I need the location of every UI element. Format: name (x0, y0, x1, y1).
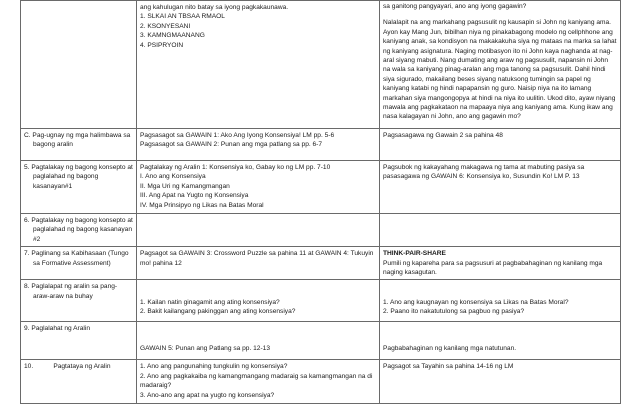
row-label: C. Pag-ugnay ng mga halimbawa sa bagong aralin (24, 132, 131, 149)
question-text: sa ganitong pangyayari, ano ang iyong gagawin? (383, 3, 527, 10)
activity-line: III. Ang Apat na Yugto ng Konsensiya (140, 192, 249, 200)
question-line: 2. Bakit kailangang pakinggan ang ating konsensiya? (140, 308, 296, 316)
question-line: 2. Ano ang pagkakaiba ng kamangmangang madaraig sa kamangmangan na di madaraig? (140, 372, 373, 390)
row-label-cell (21, 280, 137, 322)
row-label-cell (21, 247, 137, 280)
activity-line: Pagsasagot sa GAWAIN 2: Punan ang mga patlang sa pp. 6-7 (140, 141, 323, 149)
row-label: 5. Pagtalakay ng bagong konsepto at paglalahad ng bagong kasanayan#1 (24, 164, 133, 190)
row-label-cell (21, 161, 137, 214)
activity-cell (137, 247, 380, 280)
activity-line: Pagtalakay ng Aralin 1: Konsensiya ko, Gabay ko ng LM pp. 7-10 (140, 164, 331, 171)
table-row (21, 129, 621, 161)
question-line: 1. Ano ang kaugnayan ng konsensiya sa Likas na Batas Moral? (383, 298, 569, 306)
row-label: 9. Paglalahat ng Aralin (24, 325, 90, 333)
activity-cell (380, 161, 621, 214)
activity-cell (137, 280, 380, 322)
activity-line: Pagsubok ng kakayahang makagawa ng tama at mabuting pasiya sa pasasagawa ng GAWAIN 6: Konsensiya ko, Susundin Ko! LM P. 13 (383, 164, 585, 181)
activity-cell (380, 1, 621, 129)
row-label-cell (21, 214, 137, 247)
activity-line: IV. Mga Prinsipyo ng Likas na Batas Moral (140, 201, 264, 209)
question-line: 2. Paano ito nakatutulong sa pagbuo ng pasiya? (383, 308, 525, 316)
row-label-cell (21, 129, 137, 161)
scenario-paragraph: Nalalapit na ang markahang pagsusulit ng kausapin si John ng kaniyang ama. Ayon kay Mang Jun, bibilhan niya ng pinakabagong modelo ng cellphhone ang kaniyang anak, sa kondisyon na makakakuha siya ng mataas na marka sa lahat ng kaniyang asignatura. Naging motibasyon ito ni John kaya naghanda at nag-aral siyang mabuti. Nang dumating ang araw ng pagsusulit, napansin ni John na wala sa kaniyang pinag-aralan ang mga tanong sa pagsusulit. Dahil hindi siya sigurado, makailang beses siyang natuksong tumingin sa papel ng kaniyang katabi ng hindi napapansin ng guro. Naisip niya na ito lamang markahan siya mangongopya at hindi na niya ito uulitin. Ukod dito, ayaw niyang mawala ang pagkakataon na mapaaya niya ang kaniyang ama. Kung ikaw ang nasa kalagayan ni John, ano ang gagawin mo? (383, 19, 617, 121)
scrambled-word: 4. PSIPRYOIN (140, 41, 184, 49)
activity-cell (380, 280, 621, 322)
table-row (21, 1, 621, 129)
activity-cell (137, 360, 380, 404)
activity-cell (137, 322, 380, 360)
table-row (21, 214, 621, 247)
question-line: 1. Kailan natin ginagamit ang ating konsensiya? (140, 298, 280, 306)
activity-cell (137, 214, 380, 247)
activity-cell (380, 322, 621, 360)
scrambled-word: 2. KSONYESANI (140, 22, 191, 30)
activity-cell (137, 161, 380, 214)
table-row (21, 360, 621, 404)
activity-line: Pagsasagot sa GAWAIN 1: Ako Ang Iyong Konsensiya! LM pp. 5-6 (140, 132, 335, 139)
activity-line: II. Mga Uri ng Kamangmangan (140, 182, 230, 190)
row-label-cell (21, 360, 137, 404)
lesson-plan-table (20, 0, 621, 404)
row-label: 10. Pagtataya ng Aralin (24, 363, 111, 371)
activity-cell (380, 214, 621, 247)
table-row (21, 161, 621, 214)
activity-cell (380, 360, 621, 404)
activity-line: Pumili ng kapareha para sa pagsusuri at pagbabahaginan ng kanilang mga naging kasagutan. (383, 259, 603, 277)
scrambled-word: 3. KAMNGMAANANG (140, 32, 205, 40)
activity-cell (137, 1, 380, 129)
activity-cell (380, 247, 621, 280)
table-row (21, 280, 621, 322)
row-label-cell (21, 322, 137, 360)
activity-line: I. Ano ang Konsensiya (140, 173, 206, 181)
activity-cell (380, 129, 621, 161)
question-line: 1. Ano ang pangunahing tungkulin ng konsensiya? (140, 363, 288, 371)
activity-cell (137, 129, 380, 161)
table-row (21, 247, 621, 280)
activity-line: Pagsagot sa Tayahin sa pahina 14-16 ng LM (383, 363, 514, 371)
row-label: 6. Pagtalakay ng bagong konsepto at paglalahad ng bagong kasanayan #2 (24, 217, 133, 243)
activity-line: Pagbabahaginan ng kanilang mga natutunan. (383, 345, 517, 353)
scrambled-word: 1. SLKAI AN TBSAA RMAOL (140, 13, 225, 21)
row-label: 8. Paglalapat ng aralin sa pang-araw-araw na buhay (24, 283, 118, 300)
activity-line: Pagsasagawa ng Gawain 2 sa pahina 48 (383, 132, 503, 139)
row-label: 7. Paglinang sa Kabihasaan (Tungo sa Formative Assessment) (24, 250, 129, 267)
activity-heading: THINK-PAIR-SHARE (383, 250, 446, 258)
activity-line: GAWAIN 5: Punan ang Patlang sa pp. 12-13 (140, 345, 271, 353)
activity-line: Pagsagot sa GAWAIN 3: Crossword Puzzle sa pahina 11 at GAWAIN 4: Tukuyin mo! pahina 12 (140, 250, 374, 267)
table-row (21, 322, 621, 360)
row-label-cell (21, 1, 137, 129)
question-line: 3. Ano-ano ang apat na yugto ng konsensiya? (140, 391, 275, 399)
instruction-text: ang kahulugan nito batay sa iyong pagkakaunawa. (140, 4, 289, 11)
